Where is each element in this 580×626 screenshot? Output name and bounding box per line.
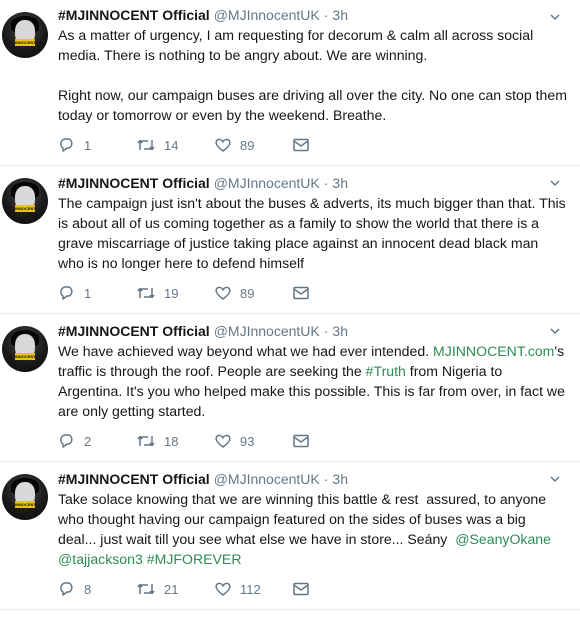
tweet-link[interactable]: #MJFOREVER <box>146 551 242 567</box>
chevron-down-icon[interactable] <box>550 326 560 336</box>
chevron-down-icon[interactable] <box>550 178 560 188</box>
avatar-tag: INNOCENT <box>15 40 36 45</box>
tweet-link[interactable]: MJINNOCENT.com <box>433 343 555 359</box>
tweet-text-segment: As a matter of urgency, I am requesting for decorum & calm all across social media. There is nothing to be angry about. We are winning. Right now, our campaign buses are driving all over the city. No one can stop them today or tomorrow or even by the weekend. Breathe. <box>58 27 567 123</box>
avatar-tag: INNOCENT <box>15 354 36 359</box>
retweet-button[interactable] <box>136 284 214 302</box>
separator-dot: · <box>323 7 329 23</box>
retweet-count: 21 <box>164 581 179 597</box>
tweet-actions <box>58 421 568 461</box>
like-count: 93 <box>240 433 255 449</box>
reply-count: 1 <box>84 137 92 153</box>
avatar[interactable] <box>2 178 48 224</box>
reply-button[interactable] <box>58 432 136 450</box>
display-name[interactable]: #MJINNOCENT Official <box>58 323 210 339</box>
like-button[interactable] <box>214 284 292 302</box>
direct-message-button[interactable] <box>292 580 370 598</box>
display-name[interactable]: #MJINNOCENT Official <box>58 7 210 23</box>
user-handle[interactable]: @MJInnocentUK <box>213 7 320 23</box>
direct-message-button[interactable] <box>292 136 370 154</box>
timestamp[interactable]: 3h <box>332 323 348 339</box>
tweet-header <box>58 470 568 488</box>
display-name[interactable]: #MJINNOCENT Official <box>58 471 210 487</box>
reply-icon <box>58 432 76 450</box>
heart-icon <box>214 580 232 598</box>
tweet-actions <box>58 273 568 313</box>
user-handle[interactable]: @MJInnocentUK <box>213 175 320 191</box>
tweet-text-segment: The campaign just isn't about the buses & adverts, its much bigger than that. This is about all of us coming together as a family to show the world that there is a grave miscarriage of justice taking place against an innocent dead black man who is no longer here to defend himself <box>58 195 570 271</box>
reply-icon <box>58 284 76 302</box>
tweet-text-segment: Take solace knowing that we are winning this battle & rest assured, to anyone who thought having our campaign featured on the sides of buses was a big deal... just wait till you see what else we have in store... Seány <box>58 491 550 547</box>
reply-button[interactable] <box>58 580 136 598</box>
tweet-header <box>58 174 568 192</box>
tweet-text <box>58 489 568 569</box>
avatar[interactable] <box>2 474 48 520</box>
retweet-icon <box>136 136 156 154</box>
retweet-button[interactable] <box>136 432 214 450</box>
avatar[interactable] <box>2 326 48 372</box>
envelope-icon <box>292 580 310 598</box>
retweet-icon <box>136 432 156 450</box>
separator-dot: · <box>323 323 329 339</box>
envelope-icon <box>292 432 310 450</box>
tweet[interactable] <box>0 462 580 610</box>
reply-count: 1 <box>84 285 92 301</box>
timestamp[interactable]: 3h <box>332 175 348 191</box>
display-name[interactable]: #MJINNOCENT Official <box>58 175 210 191</box>
retweet-count: 19 <box>164 285 179 301</box>
chevron-down-icon[interactable] <box>550 12 560 22</box>
direct-message-button[interactable] <box>292 432 370 450</box>
reply-count: 8 <box>84 581 92 597</box>
tweet-text-segment: from Nigeria to Argentina. It's you who helped make this possible. This is far from over, in fact we are only getting started. <box>58 363 569 419</box>
separator-dot: · <box>323 175 329 191</box>
heart-icon <box>214 284 232 302</box>
timestamp[interactable]: 3h <box>332 7 348 23</box>
retweet-icon <box>136 580 156 598</box>
tweet-actions <box>58 569 568 609</box>
retweet-icon <box>136 284 156 302</box>
retweet-button[interactable] <box>136 136 214 154</box>
retweet-button[interactable] <box>136 580 214 598</box>
reply-button[interactable] <box>58 136 136 154</box>
tweet-text <box>58 25 568 125</box>
user-handle[interactable]: @MJInnocentUK <box>213 471 320 487</box>
tweet-actions <box>58 125 568 165</box>
direct-message-button[interactable] <box>292 284 370 302</box>
reply-icon <box>58 136 76 154</box>
like-button[interactable] <box>214 580 292 598</box>
retweet-count: 18 <box>164 433 179 449</box>
avatar[interactable] <box>2 12 48 58</box>
like-button[interactable] <box>214 432 292 450</box>
avatar-tag: INNOCENT <box>15 502 36 507</box>
retweet-count: 14 <box>164 137 179 153</box>
avatar-tag: INNOCENT <box>15 206 36 211</box>
like-button[interactable] <box>214 136 292 154</box>
tweet-link[interactable]: #Truth <box>365 363 406 379</box>
tweet[interactable] <box>0 0 580 166</box>
tweet-link[interactable]: @SeanyOkane <box>455 531 551 547</box>
user-handle[interactable]: @MJInnocentUK <box>213 323 320 339</box>
tweet[interactable] <box>0 314 580 462</box>
separator-dot: · <box>323 471 329 487</box>
tweet-link[interactable]: @tajjackson3 <box>58 551 143 567</box>
reply-count: 2 <box>84 433 92 449</box>
tweet-text <box>58 193 568 273</box>
heart-icon <box>214 136 232 154</box>
like-count: 89 <box>240 285 255 301</box>
tweet-header <box>58 322 568 340</box>
tweet-text <box>58 341 568 421</box>
like-count: 112 <box>240 581 261 597</box>
tweet-text-segment: 's traffic is through the roof. People are seeking the <box>58 343 569 379</box>
envelope-icon <box>292 136 310 154</box>
like-count: 89 <box>240 137 255 153</box>
tweet-text-segment: We have achieved way beyond what we had ever intended. <box>58 343 434 359</box>
envelope-icon <box>292 284 310 302</box>
heart-icon <box>214 432 232 450</box>
timestamp[interactable]: 3h <box>332 471 348 487</box>
reply-button[interactable] <box>58 284 136 302</box>
chevron-down-icon[interactable] <box>550 474 560 484</box>
reply-icon <box>58 580 76 598</box>
tweet[interactable] <box>0 166 580 314</box>
tweet-header <box>58 6 568 24</box>
